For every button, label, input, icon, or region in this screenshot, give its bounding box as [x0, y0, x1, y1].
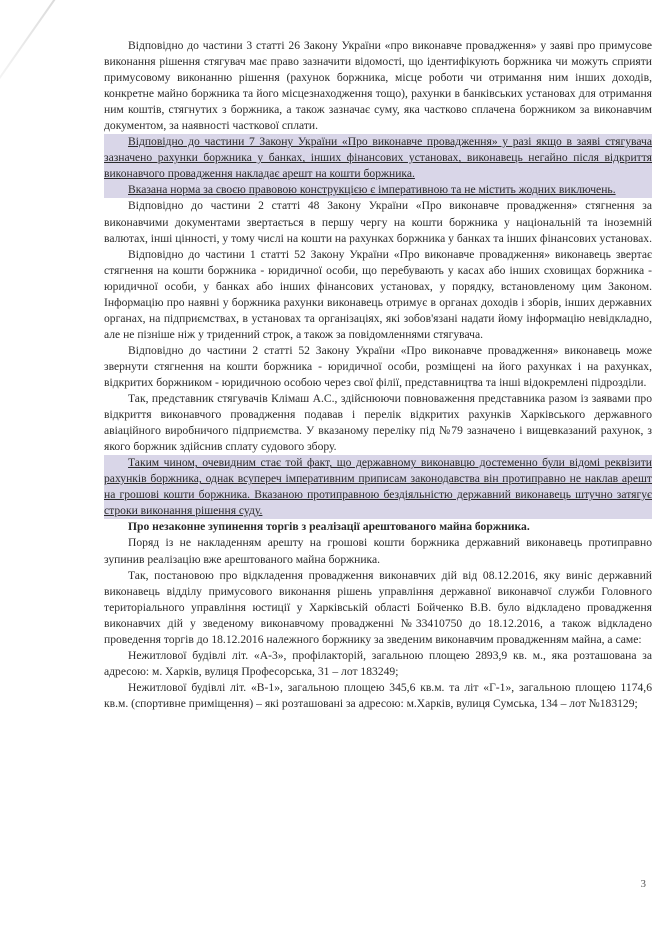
- paper-fold-mark: [0, 0, 62, 114]
- paragraph-9: Поряд із не накладенням арешту на грошові кошти боржника державний виконавець протиправно зупинив реалізацію вже арештованого майна боржника.: [104, 536, 652, 566]
- paragraph-3-highlighted: Вказана норма за своєю правовою конструкцією є імперативною та не містить жодних виключень.: [104, 182, 652, 198]
- document-page: [104, 38, 652, 712]
- paragraph-2-highlighted: Відповідно до частини 7 Закону України «Про виконавче провадження» у разі якщо в заяві стягувача зазначено рахунки боржника у банках, інших фінансових установах, виконавець негайно після відкриття виконавчого провадження накладає арешт на кошти боржника.: [104, 134, 652, 182]
- paragraph-10: Так, постановою про відкладення провадження виконавчих дій від 08.12.2016, яку виніс державний виконавець відділу примусового виконання рішень управління державної виконавчої служби Головного територіального управління юстиції у Харківській області Бойченко В.В. було відкладено провадження виконавчих дій у зведеному виконавчому провадженні №33410750 до 18.12.2016, а також відкладено проведення торгів до 18.12.2016 належного боржнику за зведеним виконавчим провадженням майна, а саме:: [104, 568, 652, 646]
- paragraph-11: Нежитлової будівлі літ. «А-3», профілакторій, загальною площею 2893,9 кв. м., яка розташована за адресою: м. Харків, вулиця Професорська, 31 – лот 183249;: [104, 648, 652, 678]
- page-number: 3: [640, 878, 646, 890]
- section-heading: Про незаконне зупинення торгів з реалізації арештованого майна боржника.: [128, 520, 530, 534]
- paragraph-12: Нежитлової будівлі літ. «В-1», загальною площею 345,6 кв.м. та літ «Г-1», загальною площею 1174,6 кв.м. (спортивне приміщення) – які розташовані за адресою: м.Харків, вулиця Сумська, 134 – лот №183129;: [104, 680, 652, 710]
- paragraph-5: Відповідно до частини 1 статті 52 Закону України «Про виконавче провадження» виконавець звертає стягнення на кошти боржника - юридичної особи, що перебувають у касах або інших сховищах боржника - юридичної особи, у банках або інших фінансових установах, у порядку, встановленому цим Законом. Інформацію про наявні у боржника рахунки виконавець отримує в органах доходів і зборів, інших державних органах, на підприємствах, в установах та організаціях, які зобов'язані надати йому інформацію невідкладно, але не пізніше ніж у триденний строк, а також за повідомленнями стягувача.: [104, 247, 652, 341]
- paragraph-4: Відповідно до частини 2 статті 48 Закону України «Про виконавче провадження» стягнення за виконавчими документами звертається в першу чергу на кошти боржника у національній та іноземній валютах, інші цінності, у тому числі на кошти на рахунках боржника у банках та інших фінансових установах.: [104, 199, 652, 245]
- paragraph-6: Відповідно до частини 2 статті 52 Закону України «Про виконавче провадження» виконавець може звернути стягнення на кошти боржника - юридичної особи, розміщені на його рахунках і на рахунках, відкритих боржником - юридичною особою через свої філії, представництва та інші відокремлені підрозділи.: [104, 343, 652, 389]
- paragraph-1: Відповідно до частини 3 статті 26 Закону України «про виконавче провадження» у заяві про примусове виконання рішення стягувач має право зазначити відомості, що ідентифікують боржника чи можуть сприяти примусовому виконанню рішення (рахунок боржника, місце роботи чи отримання ним інших доходів, конкретне майно боржника та його місцезнаходження тощо), рахунки в банківських установах для отримання ним коштів, стягнутих з боржника, а також зазначає суму, яка частково сплачена боржником за виконавчим документом, за наявності часткової сплати.: [104, 39, 652, 133]
- paragraph-8-highlighted: Таким чином, очевидним стає той факт, що державному виконавцю достеменно були відомі реквізити рахунків боржника, однак всупереч імперативним приписам законодавства він протиправно не наклав арешт на грошові кошти боржника. Вказаною протиправною бездіяльністю державний виконавець штучно затягує строки виконання рішення суду.: [104, 455, 652, 519]
- paragraph-7: Так, представник стягувачів Клімаш А.С., здійснюючи повноваження представника разом із заявами про відкриття виконавчого провадження подавав і перелік відкритих рахунків Харківського державного авіаційного виробничого підприємства. У вказаному переліку під №79 зазначено і вищевказаний рахунок, з якого боржник здійснив сплату судового збору.: [104, 392, 652, 454]
